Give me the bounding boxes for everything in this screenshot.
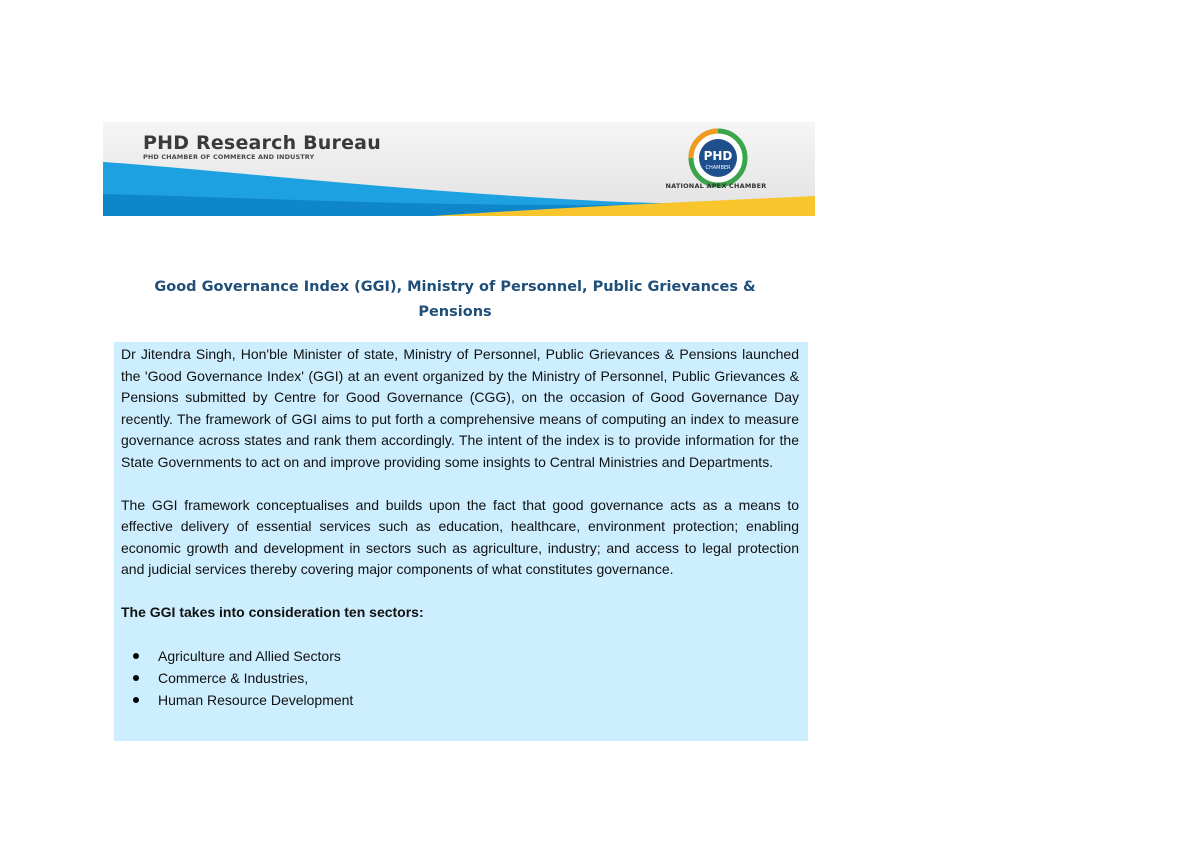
sector-label: Commerce & Industries, <box>158 670 309 686</box>
phd-chamber-logo-icon <box>679 128 757 188</box>
logo-subtext: CHAMBER <box>705 165 731 171</box>
content-box <box>114 342 808 741</box>
framework-paragraph: The GGI framework conceptualises and builds upon the fact that good governance acts as a means to effective delivery of essential services such as education, healthcare, environment protection; enabling economic growth and development in sectors such as agriculture, industry; and access to legal protection and judicial services thereby covering major components of what constitutes governance. <box>121 496 799 577</box>
intro-paragraph: Dr Jitendra Singh, Hon'ble Minister of state, Ministry of Personnel, Public Grievances & Pensions launched the 'Good Governance Index' (GGI) at an event organized by the Ministry of Personnel, Public Grievances & Pensions submitted by Centre for Good Governance (CGG), on the occasion of Good Governance Day recently. The framework of GGI aims to put forth a comprehensive means of computing an index to measure governance across states and rank them accordingly. The intent of the index is to provide information for the State Governments to act on and improve providing some insights to Central Ministries and Departments. <box>121 346 799 470</box>
list-item <box>121 689 799 711</box>
logo-text: PHD <box>703 149 733 163</box>
banner-title: PHD Research Bureau <box>143 132 381 154</box>
sector-label: Agriculture and Allied Sectors <box>158 648 341 664</box>
sector-label: Human Resource Development <box>158 692 354 708</box>
bullet-icon <box>133 675 139 681</box>
bullet-icon <box>133 697 139 703</box>
list-item <box>121 645 799 667</box>
banner-subtitle: PHD CHAMBER OF COMMERCE AND INDUSTRY <box>143 153 315 161</box>
bullet-icon <box>133 653 139 659</box>
list-item <box>121 667 799 689</box>
document-title: Good Governance Index (GGI), Ministry of Personnel, Public Grievances & Pensions <box>154 279 756 320</box>
sectors-list <box>121 645 799 711</box>
header-banner <box>103 122 815 216</box>
content-text <box>121 344 799 711</box>
sectors-heading: The GGI takes into consideration ten sectors: <box>121 604 424 620</box>
logo-caption: NATIONAL APEX CHAMBER <box>665 182 767 190</box>
